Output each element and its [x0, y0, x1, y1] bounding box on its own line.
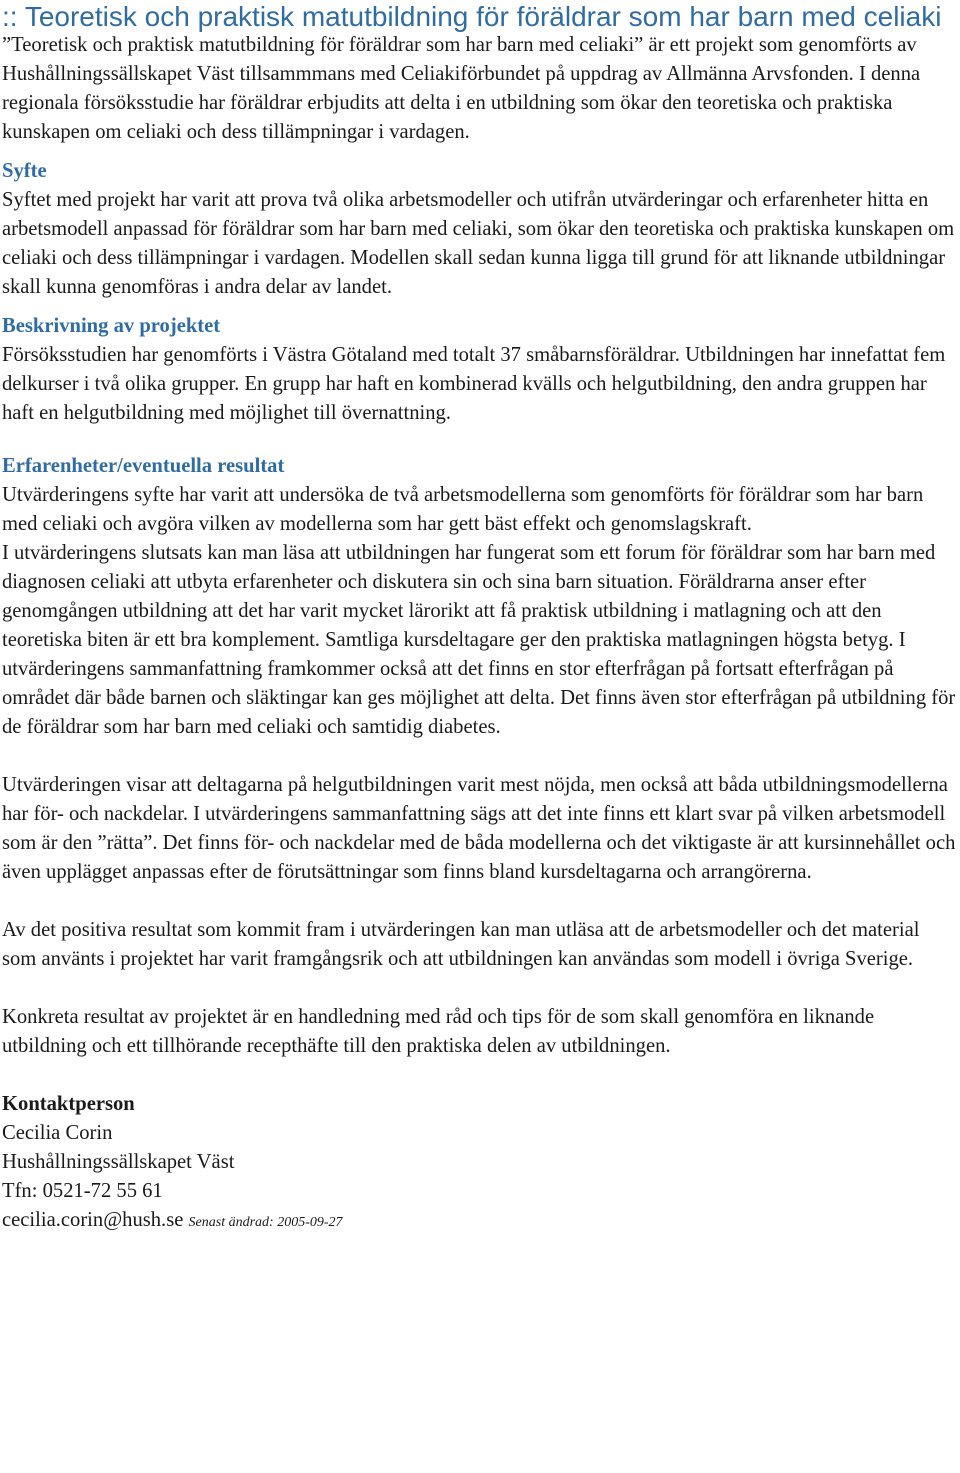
beskrivning-paragraph: Försöksstudien har genomförts i Västra Götaland med totalt 37 småbarnsföräldrar. Utbildningen har innefattat fem delkurser i två olika grupper. En grupp har haft en kombinerad kvälls och helgutbildning, den andra gruppen har haft en helgutbildning med möjlighet till övernattning. [2, 344, 946, 424]
document-page [2, 0, 958, 1237]
last-updated: Senast ändrad: 2005-09-27 [188, 1215, 343, 1230]
contact-email[interactable]: cecilia.corin@hush.se [2, 1209, 184, 1231]
erfarenheter-paragraph-4: Av det positiva resultat som kommit fram i utvärderingen kan man utläsa att de arbetsmodeller och det material som använts i projektet har varit framgångsrik och att utbildningen kan användas som modell i övriga Sverige. [2, 919, 920, 970]
contact-block [2, 1090, 958, 1237]
section-heading-syfte: Syfte [2, 160, 47, 182]
section-heading-beskrivning: Beskrivning av projektet [2, 315, 221, 337]
intro-paragraph: ”Teoretisk och praktisk matutbildning för föräldrar som har barn med celiaki” är ett projekt som genomförts av Hushållningssällskapet Väst tillsammmans med Celiakiförbundet på uppdrag av Allmänna Arvsfonden. I denna regionala försöksstudie har föräldrar erbjudits att delta i en utbildning som ökar den teoretiska och praktiska kunskapen om celiaki och dess tillämpningar i vardagen. [2, 34, 921, 143]
contact-organization: Hushållningssällskapet Väst [2, 1151, 235, 1173]
syfte-paragraph: Syftet med projekt har varit att prova två olika arbetsmodeller och utifrån utvärderingar och erfarenheter hitta en arbetsmodell anpassad för föräldrar som har barn med celiaki, som ökar den teoretiska och praktiska kunskapen om celiaki och dess tillämpningar i vardagen. Modellen skall sedan kunna ligga till grund för att liknande utbildningar skall kunna genomföras i andra delar av landet. [2, 189, 955, 298]
contact-phone: Tfn: 0521-72 55 61 [2, 1180, 163, 1202]
contact-email-line [2, 1206, 958, 1237]
contact-heading: Kontaktperson [2, 1093, 135, 1115]
erfarenheter-paragraph-2: I utvärderingens slutsats kan man läsa att utbildningen har fungerat som ett forum för föräldrar som har barn med diagnosen celiaki att utbyta erfarenheter och diskutera sin och sina barn situation. Föräldrarna anser efter genomgången utbildning att det har varit mycket lärorikt att få praktisk utbildning i matlagning och att den teoretiska biten är ett bra komplement. Samtliga kursdeltagare ger den praktiska matlagningen högsta betyg. I utvärderingens sammanfattning framkommer också att det finns en stor efterfrågan på fortsatt efterfrågan på området där både barnen och släktingar kan ges möjlighet att delta. Det finns även stor efterfrågan på utbildning för de föräldrar som har barn med celiaki och samtidig diabetes. [2, 542, 956, 738]
page-title: :: Teoretisk och praktisk matutbildning för föräldrar som har barn med celiaki [2, 1, 942, 32]
erfarenheter-paragraph-3: Utvärderingen visar att deltagarna på helgutbildningen varit mest nöjda, men också att båda utbildningsmodellerna har för- och nackdelar. I utvärderingens sammanfattning sägs att det inte finns ett klart svar på vilken arbetsmodell som är den ”rätta”. Det finns för- och nackdelar med de båda modellerna och det viktigaste är att kursinnehållet och även upplägget anpassas efter de förutsättningar som finns bland kursdeltagarna och arrangörerna. [2, 774, 956, 883]
contact-name: Cecilia Corin [2, 1122, 113, 1144]
erfarenheter-paragraph-1: Utvärderingens syfte har varit att undersöka de två arbetsmodellerna som genomförts för föräldrar som har barn med celiaki och avgöra vilken av modellerna som har gett bäst effekt och genomslagskraft. [2, 484, 924, 535]
section-heading-erfarenheter: Erfarenheter/eventuella resultat [2, 455, 285, 477]
erfarenheter-paragraph-5: Konkreta resultat av projektet är en handledning med råd och tips för de som skall genomföra en liknande utbildning och ett tillhörande recepthäfte till den praktiska delen av utbildningen. [2, 1006, 875, 1057]
